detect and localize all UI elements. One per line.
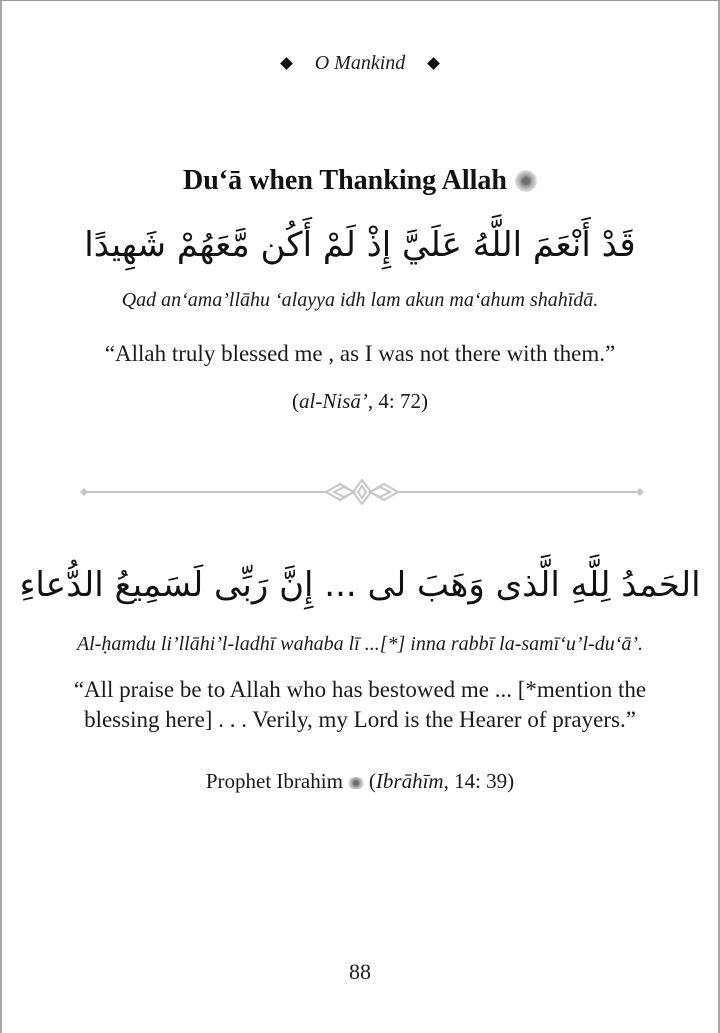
- honorific-calligraphy-icon: [515, 170, 537, 192]
- page-number: 88: [349, 959, 371, 984]
- reference-source: al-Nisā’: [299, 389, 368, 413]
- dua-2-translation-line-2: blessing here] . . . Verily, my Lord is the Hearer of prayers.”: [84, 707, 636, 732]
- reference-source: Ibrāhīm: [375, 769, 444, 793]
- diamond-ornament-icon: [280, 57, 293, 70]
- dua-1-arabic: قَدْ أَنْعَمَ اللَّهُ عَلَيَّ إِذْ لَمْ أَكُن مَّعَهُمْ شَهِيدًا: [84, 225, 636, 265]
- running-header-title: O Mankind: [314, 51, 406, 74]
- dua-2-translation: [62, 675, 658, 735]
- reference-open-paren: (: [292, 389, 300, 413]
- reference-verse: , 14: 39): [443, 769, 515, 793]
- dua-2-reference: [2, 769, 718, 794]
- honorific-calligraphy-icon: [347, 777, 365, 789]
- dua-1-translation: “Allah truly blessed me , as I was not there with them.”: [104, 341, 616, 366]
- reference-verse: , 4: 72): [367, 389, 428, 413]
- ornamental-divider: [76, 479, 648, 505]
- reference-attribution: Prophet Ibrahim: [205, 769, 343, 793]
- dua-1-reference: [2, 389, 718, 414]
- dua-2-transliteration: Al-ḥamdu li’llāhi’l-ladhī wahaba lī ...[*] inna rabbī la-samī‘u’l-du‘ā’.: [76, 633, 644, 655]
- reference-open-paren: (: [368, 769, 376, 793]
- dua-2-translation-line-1: “All praise be to Allah who has bestowed me ... [*mention the: [73, 677, 647, 702]
- running-header: [2, 49, 718, 77]
- section-heading: [2, 165, 718, 197]
- diamond-ornament-icon: [427, 57, 440, 70]
- dua-1-transliteration: Qad an‘ama’llāhu ‘alayya idh lam akun ma‘ahum shahīdā.: [121, 289, 599, 311]
- section-title-text: Du‘ā when Thanking Allah: [183, 165, 507, 196]
- dua-2-arabic: الحَمدُ لِلَّهِ الَّذى وَهَبَ لى ... إِنَّ رَبِّى لَسَمِيعُ الدُّعاءِ: [19, 565, 701, 605]
